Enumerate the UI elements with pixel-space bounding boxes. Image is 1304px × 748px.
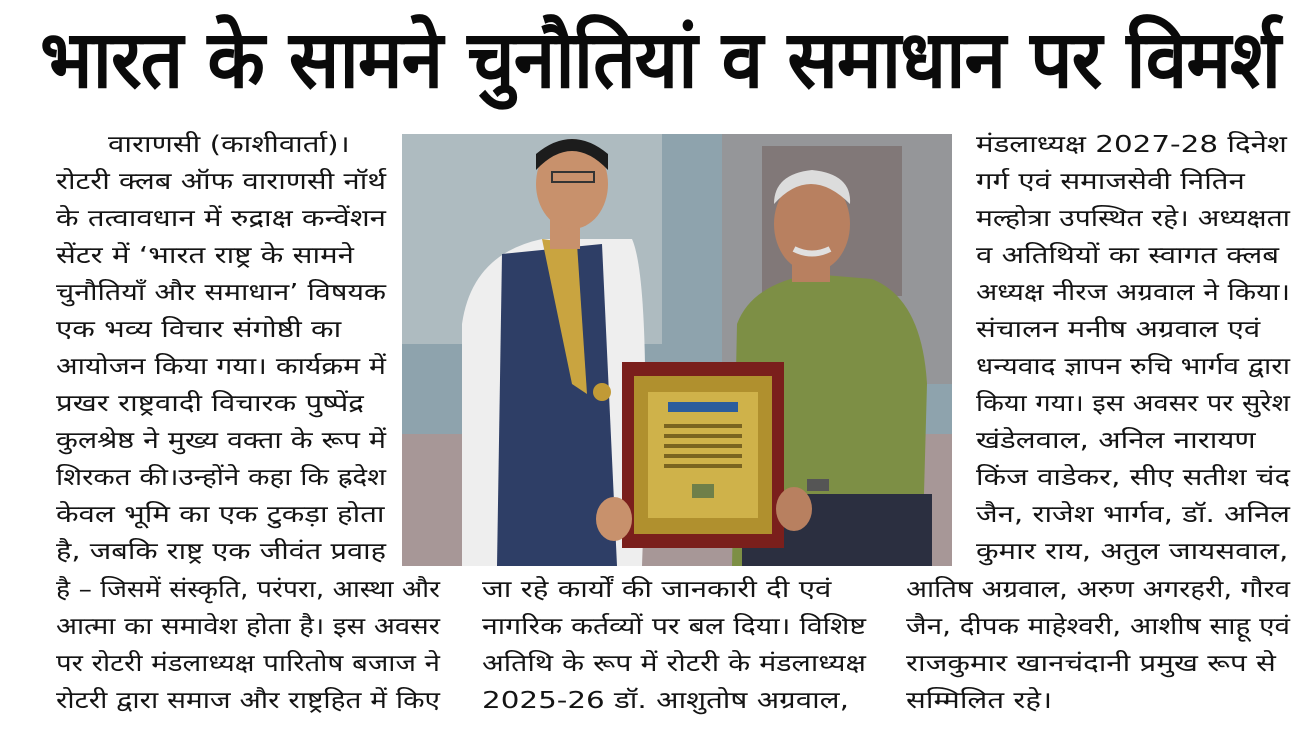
- col3-line: व अतिथियों का स्वागत क्लब: [976, 241, 1280, 269]
- col3-line: मंडलाध्यक्ष 2027-28 दिनेश: [976, 130, 1287, 158]
- col3-line: आतिष अग्रवाल, अरुण अगरहरी, गौरव: [906, 575, 1290, 603]
- col2-line: अतिथि के रूप में रोटरी के मंडलाध्यक्ष: [482, 649, 866, 677]
- col3-line: किंज वाडेकर, सीए सतीश चंद: [976, 463, 1290, 491]
- col3-line: धन्यवाद ज्ञापन रुचि भार्गव द्वारा: [976, 352, 1290, 380]
- col3-line: मल्होत्रा उपस्थित रहे। अध्यक्षता: [976, 204, 1290, 232]
- hand-left: [596, 497, 632, 541]
- col1-line: चुनौतियाँ और समाधान’ विषयक: [56, 278, 387, 306]
- col1-line: के तत्वावधान में रुद्राक्ष कन्वेंशन: [56, 204, 387, 232]
- col1-line: शिरकत की।उन्होंने कहा कि ह्रदेश: [56, 463, 386, 491]
- hand-right: [776, 487, 812, 531]
- col2-line: नागरिक कर्तव्यों पर बल दिया। विशिष्ट: [482, 612, 866, 640]
- col1-line: कुलश्रेष्ठ ने मुख्य वक्ता के रूप में: [56, 426, 386, 454]
- col1-line: है, जबकि राष्ट्र एक जीवंत प्रवाह: [56, 537, 386, 565]
- col1-line: आत्मा का समावेश होता है। इस अवसर: [56, 612, 440, 640]
- event-photo: [402, 134, 952, 566]
- award-plaque: [622, 362, 784, 548]
- col1-line: वाराणसी (काशीवार्ता)।: [108, 130, 350, 158]
- col1-line: पर रोटरी मंडलाध्यक्ष पारितोष बजाज ने: [56, 649, 440, 677]
- col1-line: केवल भूमि का एक टुकड़ा होता: [56, 500, 385, 528]
- col3-line: खंडेलवाल, अनिल नारायण: [976, 426, 1256, 454]
- col1-line: आयोजन किया गया। कार्यक्रम में: [56, 352, 386, 380]
- col3-line: राजकुमार खानचंदानी प्रमुख रूप से: [906, 649, 1276, 677]
- col3-line: कुमार राय, अतुल जायसवाल,: [976, 537, 1289, 565]
- col1-line: है – जिसमें संस्कृति, परंपरा, आस्था और: [56, 575, 440, 603]
- col3-line: अध्यक्ष नीरज अग्रवाल ने किया।: [976, 278, 1290, 306]
- headline: भारत के सामने चुनौतियां व समाधान पर विमर्श: [40, 13, 1280, 107]
- col1-line: रोटरी क्लब ऑफ वाराणसी नॉर्थ: [56, 167, 386, 195]
- col3-line: जैन, दीपक माहेश्वरी, आशीष साहू एवं: [906, 612, 1290, 640]
- col3-line: गर्ग एवं समाजसेवी नितिन: [976, 167, 1245, 195]
- col2-line: 2025-26 डॉ. आशुतोष अग्रवाल,: [482, 686, 849, 714]
- col1-line: रोटरी द्वारा समाज और राष्ट्रहित में किए: [56, 686, 440, 714]
- col3-line: किया गया। इस अवसर पर सुरेश: [976, 389, 1290, 417]
- photo-illustration: [402, 134, 952, 566]
- col3-line: संचालन मनीष अग्रवाल एवं: [976, 315, 1261, 343]
- col3-line: जैन, राजेश भार्गव, डॉ. अनिल: [976, 500, 1290, 528]
- col1-line: प्रखर राष्ट्रवादी विचारक पुष्पेंद्र: [56, 389, 364, 417]
- col1-line: एक भव्य विचार संगोष्ठी का: [56, 315, 342, 343]
- col2-line: जा रहे कार्यों की जानकारी दी एवं: [482, 575, 832, 603]
- col3-line: सम्मिलित रहे।: [906, 686, 1053, 714]
- col1-line: सेंटर में ‘भारत राष्ट्र के सामने: [56, 241, 354, 269]
